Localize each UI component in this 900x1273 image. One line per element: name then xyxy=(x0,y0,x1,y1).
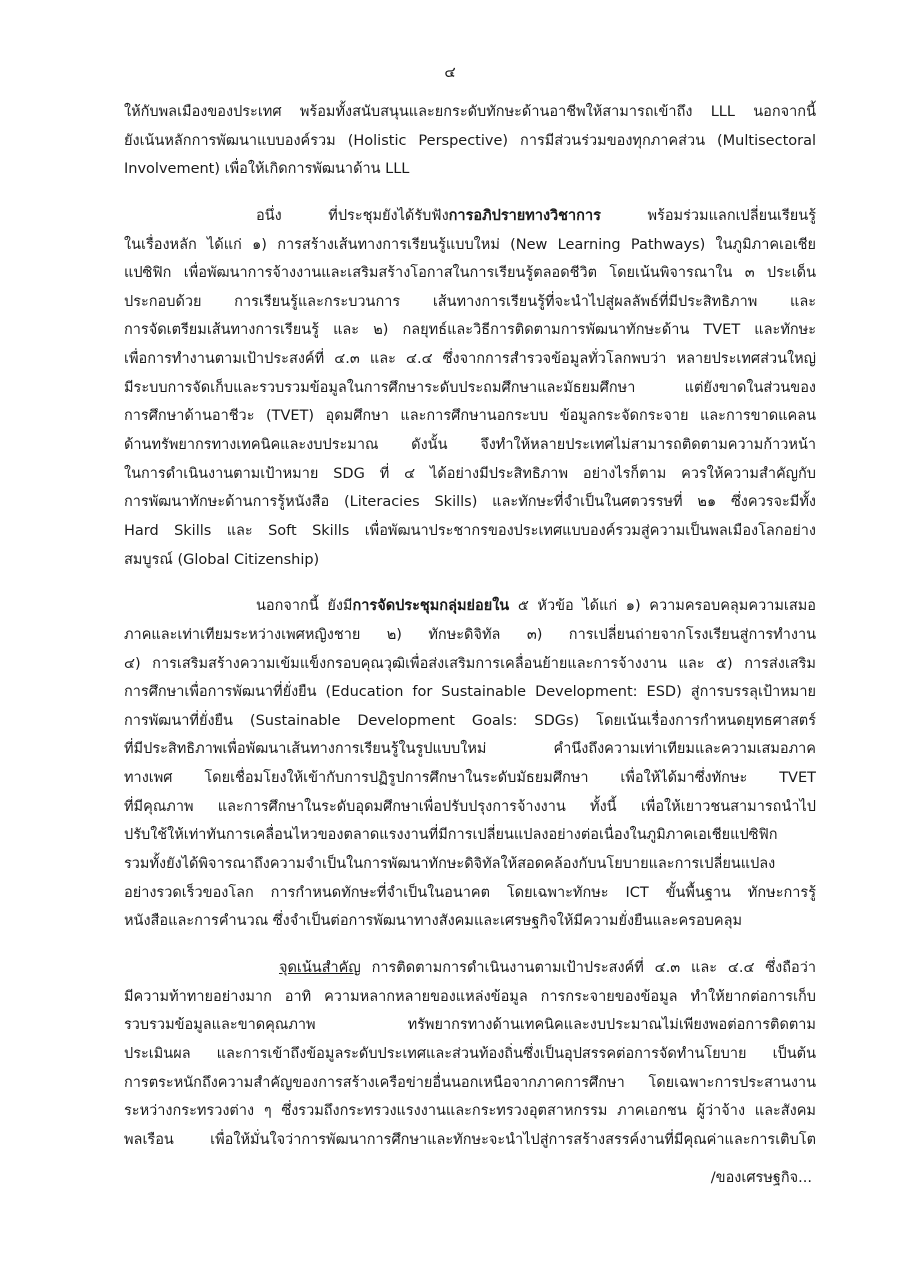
paragraph-line: อย่างรวดเร็วของโลก การกำหนดทักษะที่จำเป็นในอนาคต โดยเฉพาะทักษะ ICT ขั้นพื้นฐาน ทักษะการรู้ xyxy=(124,884,816,901)
paragraph-line: ภาคและเท่าเทียมระหว่างเพศหญิงชาย ๒) ทักษะดิจิทัล ๓) การเปลี่ยนถ่ายจากโรงเรียนสู่การทำงาน xyxy=(124,626,816,643)
paragraph-line: การศึกษาด้านอาชีวะ (TVET) อุดมศึกษา และการศึกษานอกระบบ ข้อมูลกระจัดกระจาย และการขาดแคลน xyxy=(124,408,816,425)
paragraph-line: พลเรือน เพื่อให้มั่นใจว่าการพัฒนาการศึกษาและทักษะจะนำไปสู่การสร้างสรรค์งานที่มีคุณค่าและการเติบโต xyxy=(124,1131,816,1148)
lead-text: ๕ หัวข้อ ได้แก่ ๑) ความครอบคลุมความเสมอ xyxy=(509,598,816,615)
paragraph-line: สมบูรณ์ (Global Citizenship) xyxy=(124,551,320,568)
paragraph-line: การศึกษาเพื่อการพัฒนาที่ยั่งยืน (Education for Sustainable Development: ESD) สู่การบรรลุเป้าหมาย xyxy=(124,684,816,701)
paragraph-line: ประกอบด้วย การเรียนรู้และกระบวนการ เส้นทางการเรียนรู้ที่จะนำไปสู่ผลลัพธ์ที่มีประสิทธิภาพ และ xyxy=(124,293,816,310)
paragraph-4 xyxy=(124,954,816,1154)
paragraph-line: มีระบบการจัดเก็บและรวบรวมข้อมูลในการศึกษาระดับประถมศึกษาและมัธยมศึกษา แต่ยังขาดในส่วนของ xyxy=(124,379,816,396)
paragraph-line: Involvement) เพื่อให้เกิดการพัฒนาด้าน LLL xyxy=(124,161,410,178)
paragraph-line: รวมทั้งยังได้พิจารณาถึงความจำเป็นในการพัฒนาทักษะดิจิทัลให้สอดคล้องกับนโยบายและการเปลี่ยนแปลง xyxy=(124,856,776,873)
paragraph-line: ระหว่างกระทรวงต่าง ๆ ซึ่งรวมถึงกระทรวงแรงงานและกระทรวงอุตสาหกรรม ภาคเอกชน ผู้ว่าจ้าง และสังคม xyxy=(124,1103,816,1120)
paragraph-2 xyxy=(124,202,816,574)
paragraph-line: ด้านทรัพยากรทางเทคนิคและงบประมาณ ดังนั้น จึงทำให้หลายประเทศไม่สามารถติดตามความก้าวหน้า xyxy=(124,437,816,454)
continuation-note: /ของเศรษฐกิจ... xyxy=(710,1170,812,1186)
paragraph-line: หนังสือและการคำนวณ ซึ่งจำเป็นต่อการพัฒนาทางสังคมและเศรษฐกิจให้มีความยั่งยืนและครอบคลุม xyxy=(124,913,743,930)
key-focus-heading: จุดเน้นสำคัญ xyxy=(279,959,361,976)
paragraph-line: เพื่อการทำงานตามเป้าประสงค์ที่ ๔.๓ และ ๔.๔ ซึ่งจากการสำรวจข้อมูลทั่วโลกพบว่า หลายประเทศส่วนใหญ่ xyxy=(124,351,816,368)
paragraph-line: ให้กับพลเมืองของประเทศ พร้อมทั้งสนับสนุนและยกระดับทักษะด้านอาชีพให้สามารถเข้าถึง LLL นอกจากนี้ xyxy=(124,104,816,120)
paragraph-line: ทางเพศ โดยเชื่อมโยงให้เข้ากับการปฏิรูปการศึกษาในระดับมัธยมศึกษา เพื่อให้ได้มาซึ่งทักษะ TVET xyxy=(124,770,816,787)
paragraph-line: การตระหนักถึงความสำคัญของการสร้างเครือข่ายอื่นนอกเหนือจากภาคการศึกษา โดยเฉพาะการประสานงาน xyxy=(124,1074,816,1091)
lead-text: การติดตามการดำเนินงานตามเป้าประสงค์ที่ ๔.๓ และ ๔.๔ ซึ่งถือว่า xyxy=(360,959,816,976)
lead-text: พร้อมร่วมแลกเปลี่ยนเรียนรู้ xyxy=(600,207,816,224)
lead-text: นอกจากนี้ ยังมี xyxy=(256,598,353,615)
paragraph-lead-line xyxy=(124,592,816,621)
subgroup-meeting-heading: การจัดประชุมกลุ่มย่อยใน xyxy=(352,598,510,615)
paragraph-line: Hard Skills และ Soft Skills เพื่อพัฒนาประชากรของประเทศแบบองค์รวมสู่ความเป็นพลเมืองโลกอย่าง xyxy=(124,522,816,539)
paragraph-line: ยังเน้นหลักการพัฒนาแบบองค์รวม (Holistic Perspective) การมีส่วนร่วมของทุกภาคส่วน (Multisectoral xyxy=(124,132,816,149)
paragraph-1 xyxy=(124,98,816,184)
paragraph-line: ในเรื่องหลัก ได้แก่ ๑) การสร้างเส้นทางการเรียนรู้แบบใหม่ (New Learning Pathways) ในภูมิภาคเอเชีย xyxy=(124,236,816,253)
paragraph-line: ในการดำเนินงานตามเป้าหมาย SDG ที่ ๔ ได้อย่างมีประสิทธิภาพ อย่างไรก็ตาม ควรให้ความสำคัญกับ xyxy=(124,465,816,482)
page-number: ๔ xyxy=(444,63,456,81)
body-text xyxy=(124,98,816,1154)
paragraph-lead-line xyxy=(124,954,816,983)
paragraph-line: แปซิฟิก เพื่อพัฒนาการจ้างงานและเสริมสร้างโอกาสในการเรียนรู้ตลอดชีวิต โดยเน้นพิจารณาใน ๓ ประเด็น xyxy=(124,265,816,282)
paragraph-line: ที่มีคุณภาพ และการศึกษาในระดับอุดมศึกษาเพื่อปรับปรุงการจ้างงาน ทั้งนี้ เพื่อให้เยาวชนสามารถนำไป xyxy=(124,798,816,815)
paragraph-line: การพัฒนาที่ยั่งยืน (Sustainable Development Goals: SDGs) โดยเน้นเรื่องการกำหนดยุทธศาสตร์ xyxy=(124,712,816,729)
paragraph-line: การพัฒนาทักษะด้านการรู้หนังสือ (Literacies Skills) และทักษะที่จำเป็นในศตวรรษที่ ๒๑ ซึ่งควรจะมีทั้ง xyxy=(124,494,816,511)
paragraph-line: ที่มีประสิทธิภาพเพื่อพัฒนาเส้นทางการเรียนรู้ในรูปแบบใหม่ คำนึงถึงความเท่าเทียมและความเสมอภาค xyxy=(124,741,816,758)
paragraph-line: มีความท้าทายอย่างมาก อาทิ ความหลากหลายของแหล่งข้อมูล การกระจายของข้อมูล ทำให้ยากต่อการเก็บ xyxy=(124,988,816,1005)
paragraph-line: รวบรวมข้อมูลและขาดคุณภาพ ทรัพยากรทางด้านเทคนิคและงบประมาณไม่เพียงพอต่อการติดตาม xyxy=(124,1017,816,1034)
lead-text: อนึ่ง ที่ประชุมยังได้รับฟัง xyxy=(256,207,449,224)
academic-discussion-heading: การอภิปรายทางวิชาการ xyxy=(448,207,601,224)
paragraph-lead-line xyxy=(124,202,816,231)
paragraph-line: การจัดเตรียมเส้นทางการเรียนรู้ และ ๒) กลยุทธ์และวิธีการติดตามการพัฒนาทักษะด้าน TVET และทักษะ xyxy=(124,322,816,339)
paragraph-line: ๔) การเสริมสร้างความเข้มแข็งกรอบคุณวุฒิเพื่อส่งเสริมการเคลื่อนย้ายและการจ้างงาน และ ๕) การส่งเสริม xyxy=(124,655,816,672)
paragraph-3 xyxy=(124,592,816,936)
paragraph-line: ประเมินผล และการเข้าถึงข้อมูลระดับประเทศและส่วนท้องถิ่นซึ่งเป็นอุปสรรคต่อการจัดทำนโยบาย เป็นต้น xyxy=(124,1045,816,1062)
paragraph-line: ปรับใช้ให้เท่าทันการเคลื่อนไหวของตลาดแรงงานที่มีการเปลี่ยนแปลงอย่างต่อเนื่องในภูมิภาคเอเชียแปซิฟิก xyxy=(124,827,778,844)
